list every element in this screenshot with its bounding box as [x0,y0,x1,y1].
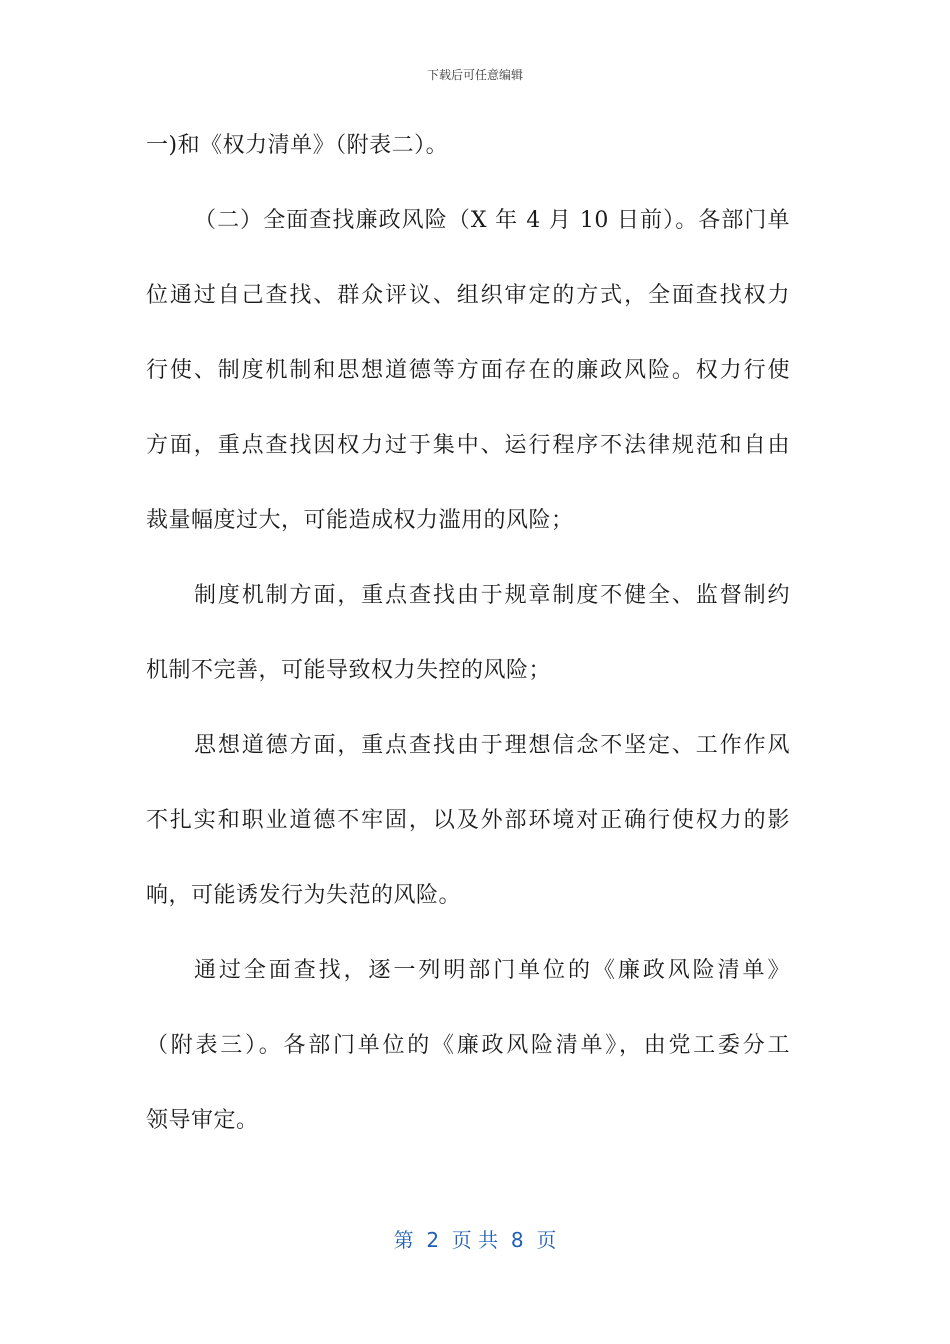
text-line: （附表三）。各部门单位的《廉政风险清单》，由党工委分工 [146,1033,790,1058]
text-line: 通过全面查找，逐一列明部门单位的《廉政风险清单》 [194,958,790,983]
header-note: 下载后可任意编辑 [426,68,523,82]
text-line: 领导审定。 [146,1108,259,1133]
text-line: 响，可能诱发行为失范的风险。 [146,883,462,908]
text-line: （二）全面查找廉政风险（X 年 4 月 10 日前）。各部门单 [194,208,790,233]
text-line: 位通过自己查找、群众评议、组织审定的方式，全面查找权力 [146,283,790,308]
document-body [146,108,790,1158]
text-line: 不扎实和职业道德不牢固，以及外部环境对正确行使权力的影 [146,808,790,833]
text-line: 制度机制方面，重点查找由于规章制度不健全、监督制约 [194,583,790,608]
text-line: 裁量幅度过大，可能造成权力滥用的风险； [146,508,574,533]
text-line: 行使、制度机制和思想道德等方面存在的廉政风险。权力行使 [146,358,790,383]
text-line: 机制不完善，可能导致权力失控的风险； [146,658,552,683]
text-line: 思想道德方面，重点查找由于理想信念不坚定、工作作风 [194,733,790,758]
text-line: 一)和《权力清单》（附表二）。 [146,133,449,158]
text-line: 方面，重点查找因权力过于集中、运行程序不法律规范和自由 [146,433,790,458]
page-number-footer: 第 2 页 共 8 页 [393,1228,557,1252]
